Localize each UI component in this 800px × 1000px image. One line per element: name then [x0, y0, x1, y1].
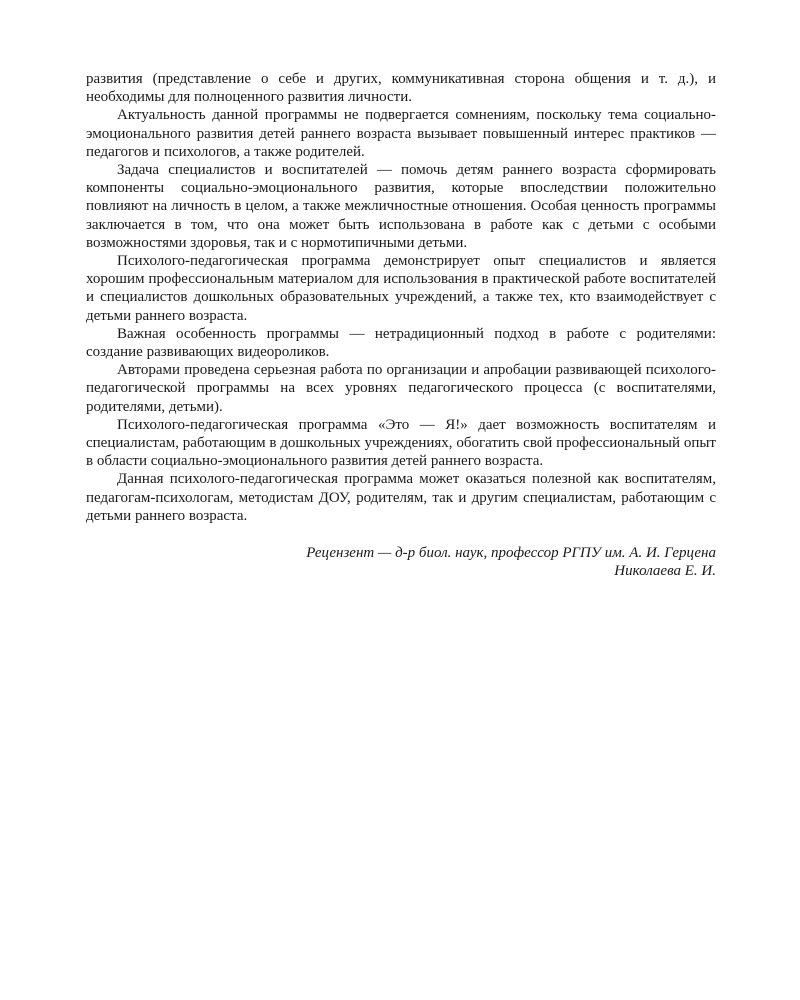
review-text: [86, 70, 716, 525]
paragraph-continuation: развития (представление о себе и других, коммуникативная сторона общения и т. д.), и необходимы для полноценного развития личности.: [86, 71, 716, 106]
paragraph-usefulness: Данная психолого-педагогическая программа может оказаться полезной как воспитателям, педагогам-психологам, методистам ДОУ, родителям, так и другим специалистам, работающим с детьми раннего возраста.: [86, 471, 716, 524]
document-page: [86, 70, 716, 580]
reviewer-signature: [86, 544, 716, 580]
reviewer-title: Рецензент — д-р биол. наук, профессор РГПУ им. А. И. Герцена: [306, 545, 716, 562]
paragraph-feature: Важная особенность программы — нетрадиционный подход в работе с родителями: создание развивающих видеороликов.: [86, 325, 716, 361]
paragraph-task: Задача специалистов и воспитателей — помочь детям раннего возраста сформировать компоненты социально-эмоционального развития, которые впоследствии положительно повлияют на личность в целом, а также межличностные отношения. Особая ценность программы заключается в том, что она может быть использована в работе как с детьми с особыми возможностями здоровья, так и с нормотипичными детьми.: [86, 162, 716, 251]
paragraph-authors: Авторами проведена серьезная работа по организации и апробации развивающей психолого-педагогической программы на всех уровнях педагогического процесса (с воспитателями, родителями, детьми).: [86, 362, 716, 415]
reviewer-name: Николаева Е. И.: [614, 563, 716, 580]
paragraph-experience: Психолого-педагогическая программа демонстрирует опыт специалистов и является хорошим профессиональным материалом для использования в практической работе воспитателей и специалистов дошкольных образовательных учреждений, а также тех, кто взаимодействует с детьми раннего возраста.: [86, 253, 716, 324]
paragraph-program: Психолого-педагогическая программа «Это — Я!» дает возможность воспитателям и специалистам, работающим в дошкольных учреждениях, обогатить свой профессиональный опыт в области социально-эмоционального развития детей раннего возраста.: [86, 416, 716, 470]
paragraph-relevance: Актуальность данной программы не подвергается сомнениям, поскольку тема социально-эмоционального развития детей раннего возраста вызывает повышенный интерес практиков — педагогов и психологов, а также родителей.: [86, 107, 716, 160]
